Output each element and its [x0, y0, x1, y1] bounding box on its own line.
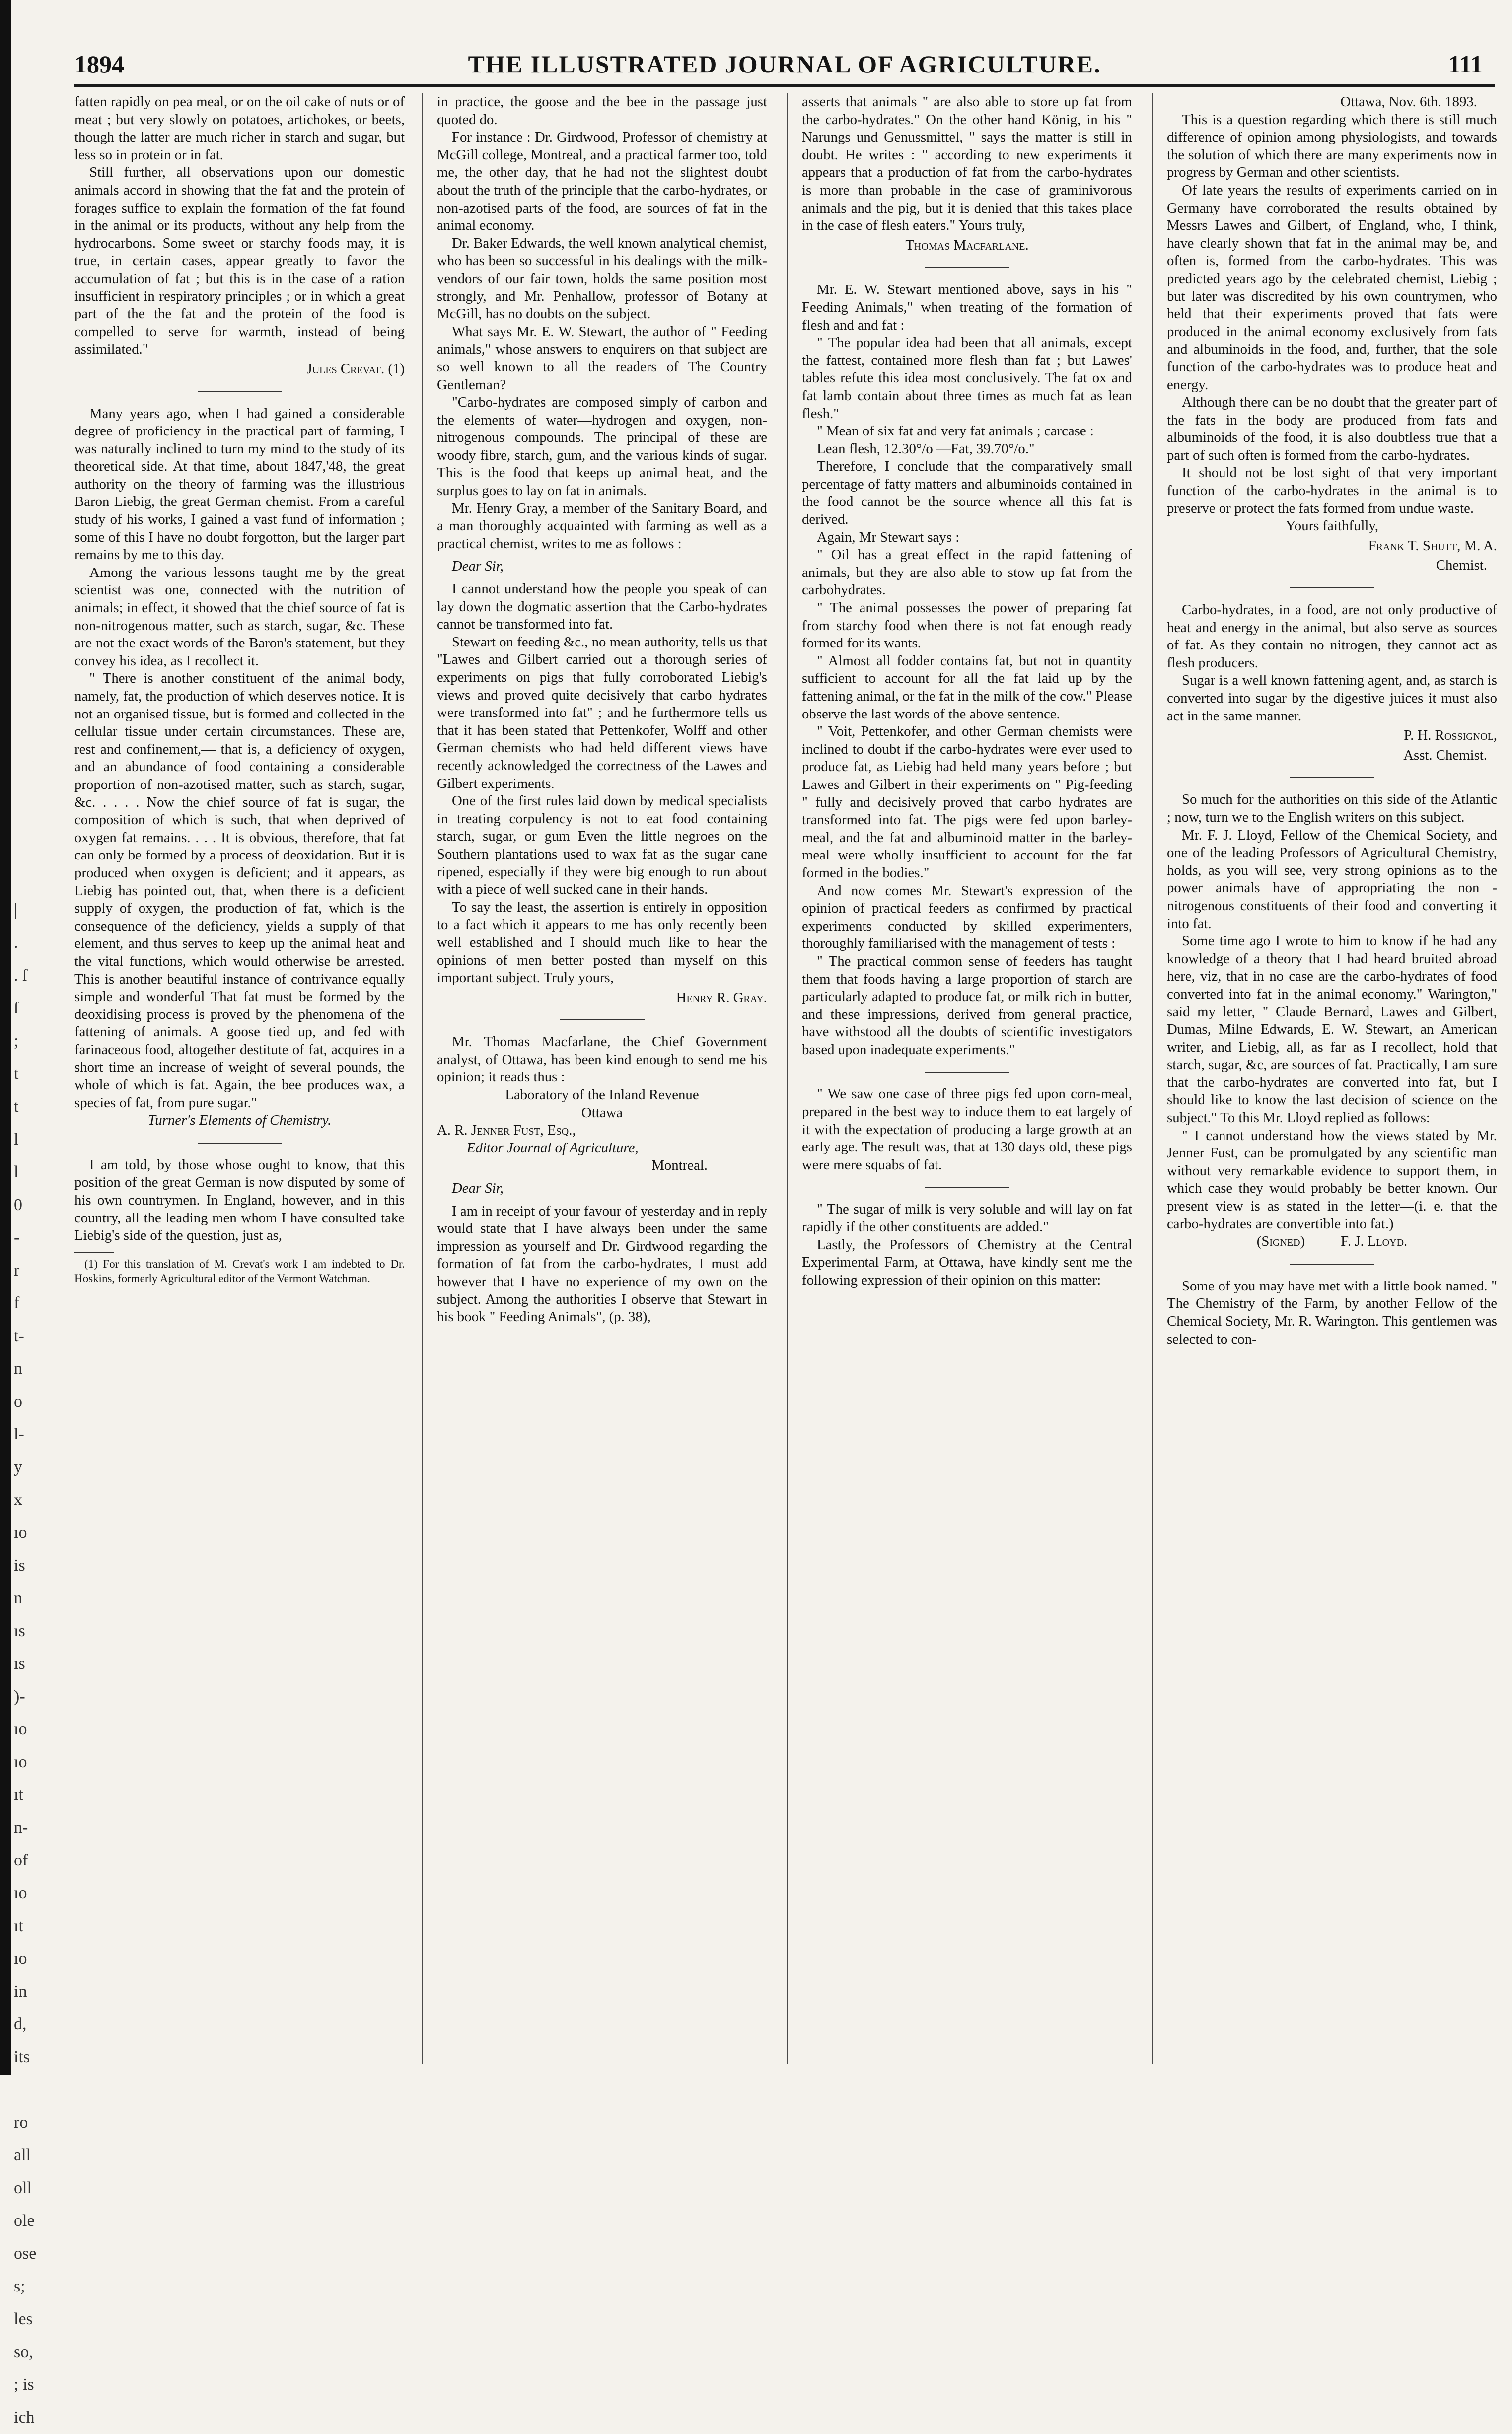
- header-rule: [74, 84, 1495, 87]
- column-4: [1167, 93, 1497, 2064]
- paragraph: To say the least, the assertion is entirely in opposition to a fact which it appears to me has only recently been well established and I should much like to hear the opinions of men better posted than myself on this important subject. Truly yours,: [437, 899, 767, 986]
- paragraph: Some time ago I wrote to him to know if he had any knowledge of a theory that I had heard bruited abroad here, viz, that in no case are the carbo-hydrates of food converted into fat in the animal economy." Warington," said my letter, " Claude Bernard, Lawes and Gilbert, Dumas, Milne Edwards, E. W. Stewart, an American writer, and Liebig, all, as far as I recollect, hold that starch, sugar, &c, are sources of fat. Practically, I am sure that the carbo-hydrates are converted into fat, but I should like to know the last decision of science on the subject." To this Mr. Lloyd replied as follows:: [1167, 933, 1497, 1126]
- paragraph: I am told, by those whose ought to know, that this position of the great German is now disputed by some of his own countrymen. In England, however, and in this country, all the leading men whom I have consulted take Liebig's side of the question, just as,: [74, 1156, 405, 1244]
- column-divider: [422, 93, 423, 2064]
- paragraph: "Carbo-hydrates are composed simply of carbon and the elements of water—hydrogen and oxygen, non-nitrogenous compounds. The principal of these are woody fibre, starch, gum, and the various kinds of sugar. This is the food that keeps up animal heat, and the surplus goes to lay on fat in animals.: [437, 394, 767, 499]
- running-header: [74, 48, 1495, 83]
- paragraph: fatten rapidly on pea meal, or on the oil cake of nuts or of meat ; but very slowly on potatoes, artichokes, or beets, though the latter are much richer in starch and sugar, but less so in protein or in fat.: [74, 94, 405, 163]
- address-line: A. R. Jenner Fust, Esq.,: [437, 1122, 576, 1139]
- paragraph: Lastly, the Professors of Chemistry at the Central Experimental Farm, at Ottawa, have kindly sent me the following expression of their opinion on this matter:: [802, 1236, 1132, 1288]
- paragraph: " The animal possesses the power of preparing fat from starchy food when there is not fat enough ready formed for its wants.: [802, 600, 1132, 651]
- adjacent-page-margin-text: | . . ſ ſ ; t t l l 0 - r f t- n o l- y x ıo is n ıs ıs )- ıo ıo ıt n- of ıo ıt ıo in d, its ro all oll ole ose s; les so, ; is ich: [14, 901, 37, 2427]
- paragraph: I am in receipt of your favour of yesterday and in reply would state that I have always been under the same impression as yourself and Dr. Girdwood regarding the formation of fat from the carbo-hydrates, I must add however that I have no experience of my own on the subject. Among the authorities I observe that Stewart in his book " Feeding Animals", (p. 38),: [437, 1203, 767, 1325]
- paragraph: " There is another constituent of the animal body, namely, fat, the production of which deserves notice. It is not an organised tissue, but is formed and collected in the cellular tissue under certain circumstances. These are, rest and confinement,— that is, a deficiency of oxygen, and an abundance of food containing a considerable proportion of non-azotised matter, such as starch, sugar, &c. . . . . Now the chief source of fat is sugar, the composition of which is such, that when deprived of oxygen fat remains. . . . It is obvious, therefore, that fat can only be formed by a process of deoxidation. But it is produced when oxygen is deficient; and it appears, as Liebig has pointed out, that, when there is a deficient supply of oxygen, the production of fat, which is the consequence of the deficiency, yields a supply of that element, and thus serves to keep up the animal heat and the vital functions, which would otherwise be arrested. This is another beautiful instance of contrivance equally simple and wonderful That fat must be formed by the deoxidising process is proved by the phenomena of the fattening of animals. A goose tied up, and fed with farinaceous food, altogether destitute of fat, acquires in a short time an increase of weight of several pounds, the whole of which is fat. Again, the bee produces wax, a species of fat, from pure sugar.": [74, 670, 405, 1111]
- paragraph: " The popular idea had been that all animals, except the fattest, contained more flesh than fat ; but Lawes' tables refute this idea most conclusively. The fat ox and fat lamb contain about three times as much fat as lean flesh.": [802, 335, 1132, 422]
- signature: P. H. Rossignol,: [1404, 727, 1497, 744]
- address-line: Montreal.: [651, 1157, 708, 1174]
- signature: Henry R. Gray.: [676, 989, 767, 1005]
- paragraph: And now comes Mr. Stewart's expression of the opinion of practical feeders as confirmed by practical experiments conducted by skilled experimenters, thoroughly familiarised with the management of tests :: [802, 882, 1132, 952]
- paragraph: Carbo-hydrates, in a food, are not only productive of heat and energy in the animal, but also serve as sources of fat. As they contain no nitrogen, they cannot act as flesh producers.: [1167, 602, 1497, 671]
- column-3: [802, 93, 1132, 2064]
- paragraph: " Almost all fodder contains fat, but not in quantity sufficient to account for all the fat laid up by the fattening animal, or the fat in the milk of the cow." Please observe the last words of the above sentence.: [802, 652, 1132, 722]
- paragraph: Many years ago, when I had gained a considerable degree of proficiency in the practical part of farming, I was naturally inclined to turn my mind to the study of its theoretical side. At that time, about 1847,'48, the great authority on the theory of farming was the illustrious Baron Liebig, the great German chemist. From a careful study of his works, I gained a vast fund of information ; some of this I have no doubt forgotton, but the larger part remains by me to this day.: [74, 405, 405, 563]
- citation: Turner's Elements of Chemistry.: [147, 1112, 332, 1129]
- scan-edge-bar: [0, 0, 11, 2075]
- paragraph: " The practical common sense of feeders has taught them that foods having a large proportion of starch are particularly adapted to produce fat, or milk rich in butter, and these impressions, derived from general practice, have withstood all the doubts of scientific investigators based upon inadequate experiments.": [802, 953, 1132, 1058]
- section-rule: [925, 1187, 1009, 1188]
- address-line: Laboratory of the Inland Revenue: [505, 1087, 699, 1103]
- address-line: Editor Journal of Agriculture,: [467, 1140, 639, 1156]
- footnote: (1) For this translation of M. Crevat's work I am indebted to Dr. Hoskins, formerly Agricultural editor of the Vermont Watchman.: [74, 1257, 405, 1285]
- paragraph: One of the first rules laid down by medical specialists in treating corpulency is not to eat food containing starch, sugar, or gum Even the little negroes on the Southern plantations used to wax fat as the sugar cane ripened, especially if they were big enough to run about with a piece of well sucked cane in their hands.: [437, 793, 767, 898]
- section-rule: [925, 1072, 1009, 1073]
- paragraph: " Mean of six fat and very fat animals ; carcase :: [817, 423, 1094, 439]
- paragraph: " Voit, Pettenkofer, and other German chemists were inclined to doubt if the carbo-hydrates were ever used to produce fat, as Liebig had held many years before ; but Lawes and Gilbert in their experiments on " Pig-feeding " fully and decisively proved that carbo hydrates are transformed into fat. The pigs were fed upon barley-meal, and the fat and albuminoid matter in the barley-meal were wholly insufficient to account for the fat formed in the bodies.": [802, 723, 1132, 881]
- paragraph: So much for the authorities on this side of the Atlantic ; now, turn we to the English writers on this subject.: [1167, 791, 1497, 825]
- paragraph: I cannot understand how the people you speak of can lay down the dogmatic assertion that the Carbo-hydrates cannot be transformed into fat.: [437, 581, 767, 633]
- signature-title: Asst. Chemist.: [1403, 747, 1487, 763]
- footnote-rule: [74, 1252, 114, 1253]
- paragraph: Of late years the results of experiments carried on in Germany have corroborated the results obtained by Messrs Lawes and Gilbert, of England, who, I think, have clearly shown that fat in the animal may be, and often is, formed from the carbo-hydrates. This was predicted years ago by the celebrated chemist, Liebig ; but later was discredited by his own countrymen, who held that their experiments proved that fats were produced in the animal economy exclusively from fats and albuminoids in the food, and, further, that the sole function of the carbo-hydrates was to produce heat and energy.: [1167, 182, 1497, 393]
- header-page-number: 111: [1448, 50, 1483, 78]
- signature: (Signed) F. J. Lloyd.: [1256, 1233, 1408, 1250]
- letter-date: Ottawa, Nov. 6th. 1893.: [1340, 94, 1477, 110]
- paragraph: Mr. E. W. Stewart mentioned above, says in his " Feeding Animals," when treating of the formation of flesh and and fat :: [802, 282, 1132, 333]
- section-rule: [925, 267, 1009, 268]
- journal-page: [74, 48, 1495, 2064]
- section-rule: [560, 1019, 645, 1020]
- salutation: Dear Sir,: [452, 1180, 504, 1197]
- paragraph: Again, Mr Stewart says :: [817, 529, 960, 545]
- signature: Frank T. Shutt, M. A.: [1368, 537, 1497, 554]
- address-line: Ottawa: [581, 1104, 623, 1121]
- section-rule: [1290, 1264, 1374, 1265]
- paragraph: Some of you may have met with a little book named. " The Chemistry of the Farm, by another Fellow of the Chemical Society, Mr. R. Warington. This gentlemen was selected to con-: [1167, 1278, 1497, 1347]
- salutation: Dear Sir,: [452, 558, 504, 574]
- signature: Thomas Macfarlane.: [905, 237, 1029, 253]
- paragraph: Among the various lessons taught me by the great scientist was one, connected with the nutrition of animals; in effect, it showed that the chief source of fat is non-nitrogenous matter, such as starch, sugar, &c. These are not the exact words of the Baron's statement, but they convey his idea, as I recollect it.: [74, 564, 405, 669]
- paragraph: Mr. F. J. Lloyd, Fellow of the Chemical Society, and one of the leading Professors of Agricultural Chemistry, holds, as you will see, very strong opinions as to the power animals have of appropriating the non - nitrogenous constituents of their food and converting it into fat.: [1167, 827, 1497, 931]
- closing: Yours faithfully,: [1285, 518, 1379, 534]
- paragraph: Mr. Thomas Macfarlane, the Chief Government analyst, of Ottawa, has been kind enough to send me his opinion; it reads thus :: [437, 1034, 767, 1085]
- section-rule: [198, 391, 282, 392]
- paragraph: Mr. Henry Gray, a member of the Sanitary Board, and a man thoroughly acquainted with farming as well as a practical chemist, writes to me as follows :: [437, 500, 767, 552]
- paragraph: It should not be lost sight of that very important function of the carbo-hydrates in the animal is to preserve or protect the fats formed from undue waste.: [1167, 465, 1497, 516]
- paragraph: This is a question regarding which there is still much difference of opinion among physiologists, and towards the solution of which there are many experiments now in progress by German and other scientists.: [1167, 111, 1497, 181]
- header-title: THE ILLUSTRATED JOURNAL OF AGRICULTURE.: [468, 50, 1101, 78]
- signature-title: Chemist.: [1436, 557, 1487, 573]
- column-1: [74, 93, 405, 2064]
- section-rule: [198, 1143, 282, 1144]
- paragraph: " Oil has a great effect in the rapid fattening of animals, but they are also able to stow up fat from the carbohydrates.: [802, 547, 1132, 598]
- text-columns: [74, 93, 1495, 2064]
- paragraph: " We saw one case of three pigs fed upon corn-meal, prepared in the best way to induce them to eat largely of it with the expectation of producing a large growth at an early age. The result was, that at 130 days old, these pigs were mere squabs of fat.: [802, 1086, 1132, 1173]
- section-rule: [1290, 777, 1374, 778]
- paragraph: " The sugar of milk is very soluble and will lay on fat rapidly if the other constituents are added.": [802, 1201, 1132, 1235]
- paragraph: " I cannot understand how the views stated by Mr. Jenner Fust, can be promulgated by any scientific man without very remarkable evidence to support them, in which case they would probably be better known. Our present view is as stated in the letter—(i. e. that the carbo-hydrates are convertible into fat.): [1167, 1127, 1497, 1232]
- paragraph: Sugar is a well known fattening agent, and, as starch is converted into sugar by the digestive juices it must also act in the same manner.: [1167, 672, 1497, 724]
- column-divider: [1152, 93, 1153, 2064]
- paragraph: For instance : Dr. Girdwood, Professor of chemistry at McGill college, Montreal, and a practical farmer too, told me, the other day, that he had not the slightest doubt about the truth of the principle that the carbo-hydrates, or non-azotised parts of the food, are sources of fat in the animal economy.: [437, 129, 767, 234]
- paragraph: Still further, all observations upon our domestic animals accord in showing that the fat and the protein of forages suffice to explain the formation of the fat found in the animal or its products, without any help from the hydrocarbons. Some sweet or starchy foods may, it is true, in certain cases, appear greatly to favor the accumulation of fat ; but this is in the case of a ration insufficient in respiratory principles ; or in which a great part of the the fat and the protein of the food is compelled to serve for warmth, instead of being assimilated.": [74, 164, 405, 358]
- paragraph: Although there can be no doubt that the greater part of the fats in the body are produced from fats and albuminoids of the food, it is also doubtless true that a part of such often is formed from the carbo-hydrates.: [1167, 394, 1497, 463]
- paragraph: asserts that animals " are also able to store up fat from the carbo-hydrates." On the other hand König, in his " Narungs und Genussmittel, " says the matter is still in doubt. He writes : " according to new experiments it appears that a production of fat from the carbo-hydrates is more than probable in the case of graminivorous animals and the pig, but it is denied that this takes place in the case of flesh eaters." Yours truly,: [802, 94, 1132, 234]
- paragraph: Dr. Baker Edwards, the well known analytical chemist, who has been so successful in his dealings with the milk-vendors of our fair town, holds the same position most strongly, and Mr. Penhallow, professor of Botany at McGill, has no doubts on the subject.: [437, 235, 767, 322]
- paragraph: in practice, the goose and the bee in the passage just quoted do.: [437, 94, 767, 128]
- column-divider: [787, 93, 788, 2064]
- paragraph: Therefore, I conclude that the comparatively small percentage of fatty matters and albuminoids contained in the food cannot be the source whence all this fat is derived.: [802, 458, 1132, 528]
- paragraph: What says Mr. E. W. Stewart, the author of " Feeding animals," whose answers to enquirers on that subject are so well known to all the readers of The Country Gentleman?: [437, 323, 767, 393]
- section-rule: [1290, 587, 1374, 588]
- header-year: 1894: [74, 50, 124, 78]
- signature: Jules Crevat. (1): [306, 360, 405, 377]
- paragraph: Lean flesh, 12.30°/o —Fat, 39.70°/o.": [817, 440, 1035, 457]
- paragraph: Stewart on feeding &c., no mean authority, tells us that "Lawes and Gilbert carried out a thorough series of experiments on pigs that fully corroborated Liebig's views and proved quite decisively that carbo hydrates were transformed into fat" ; and he furthermore tells us that it has been stated that Pettenkofer, Wolff and other German chemists who had held different views have recently acknowledged the correctness of the Lawes and Gilbert experiments.: [437, 634, 767, 791]
- column-2: [437, 93, 767, 2064]
